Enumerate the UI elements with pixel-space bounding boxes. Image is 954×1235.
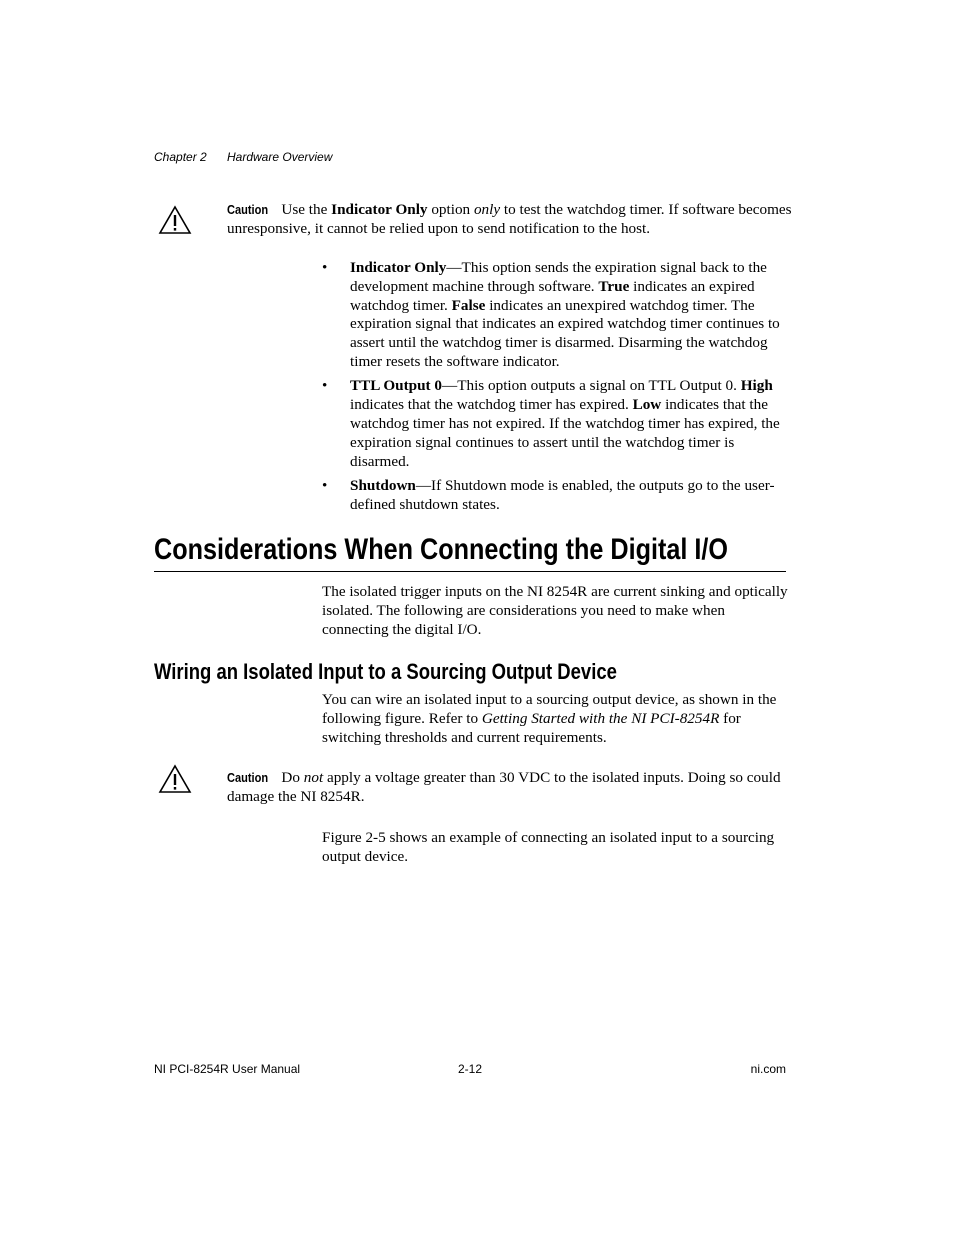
header-chapter: Chapter 2: [154, 150, 207, 164]
list-item: • TTL Output 0—This option outputs a signal on TTL Output 0. High indicates that the watchdog timer has expired. Low indicates that the watchdog timer has not expired. If the watchdog timer has expired, the expiration signal continues to assert until the watchdog timer is disarmed.: [322, 377, 780, 470]
list-item: • Shutdown—If Shutdown mode is enabled, the outputs go to the user-defined shutdown states.: [322, 476, 775, 513]
footer-page-number: 2-12: [458, 1062, 483, 1076]
bullet-symbol: •: [322, 259, 328, 276]
figure-reference-paragraph: Figure 2-5 shows an example of connecting an isolated input to a sourcing output device.: [322, 829, 775, 865]
bullet-symbol: •: [322, 476, 328, 494]
footer-website: ni.com: [750, 1062, 786, 1076]
caution-note-voltage: Caution Do not apply a voltage greater than 30 VDC to the isolated inputs. Doing so could damage the NI 8254R.: [227, 769, 781, 805]
subsection-paragraph: You can wire an isolated input to a sourcing output device, as shown in the following figure. Refer to Getting Started with the NI PCI-8254R for switching thresholds and current requirements.: [322, 691, 777, 746]
caution-warning-icon: [158, 764, 192, 794]
caution-warning-icon: [158, 205, 192, 235]
heading-rule: [154, 571, 786, 572]
subsection-heading: Wiring an Isolated Input to a Sourcing Output Device: [154, 659, 617, 684]
footer-manual-title: NI PCI-8254R User Manual: [154, 1062, 301, 1076]
header-section: Hardware Overview: [227, 150, 333, 164]
bullet-symbol: •: [322, 377, 328, 395]
caution-note-indicator-only: Caution Use the Indicator Only option only to test the watchdog timer. If software becomes unresponsive, it cannot be relied upon to send notification to the host.: [227, 201, 792, 237]
referenced-document-title: Getting Started with the NI PCI-8254R: [481, 709, 720, 727]
caution-label: Caution: [227, 770, 269, 785]
list-item: • Indicator Only—This option sends the expiration signal back to the development machine through software. True indicates an expired watchdog timer. False indicates an unexpired watchdog timer. The expiration signal that indicates an expired watchdog timer continues to assert until the watchdog timer is disarmed. Disarming the watchdog timer resets the software indicator.: [322, 259, 780, 370]
section-intro-paragraph: The isolated trigger inputs on the NI 8254R are current sinking and optically isolated. The following are considerations you need to make when connecting the digital I/O.: [322, 583, 788, 638]
caution-label: Caution: [227, 202, 269, 217]
watchdog-options-list: [322, 259, 792, 520]
section-heading: Considerations When Connecting the Digital I/O: [154, 533, 729, 566]
